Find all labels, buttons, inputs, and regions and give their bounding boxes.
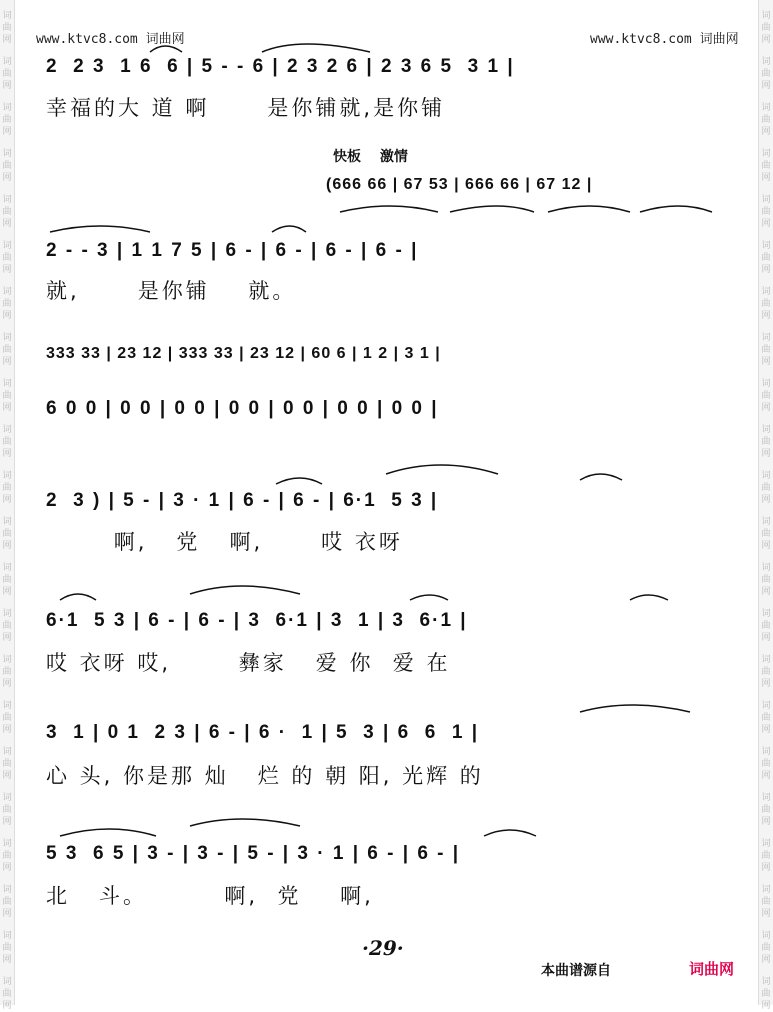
side-watermark-text: 词曲网	[2, 57, 12, 91]
source-label: 本曲谱源自	[541, 963, 611, 979]
lyrics-line-2: 就, 是你铺 就。	[46, 279, 297, 303]
side-watermark-text: 词曲网	[761, 149, 771, 183]
side-watermark-text: 词曲网	[761, 747, 771, 781]
lyrics-line-7: 北 斗。 啊, 党 啊,	[46, 884, 374, 908]
side-watermark-text: 词曲网	[2, 885, 12, 919]
side-watermark-text: 词曲网	[2, 471, 12, 505]
side-watermark-text: 词曲网	[2, 977, 12, 1011]
slur-mark	[450, 206, 534, 212]
slur-mark	[484, 830, 536, 836]
slur-mark	[276, 478, 322, 484]
side-watermark-text: 词曲网	[761, 517, 771, 551]
slur-mark	[580, 705, 690, 712]
slur-mark	[640, 206, 712, 212]
tempo-mood: 激情	[379, 149, 408, 165]
side-watermark-text: 词曲网	[2, 655, 12, 689]
site-logo: 词曲网	[689, 960, 735, 978]
lyrics-line-6: 心 头, 你是那 灿 烂 的 朝 阳, 光辉 的	[46, 764, 484, 788]
side-watermark-text: 词曲网	[761, 471, 771, 505]
slur-mark	[386, 465, 498, 474]
side-watermark-text: 词曲网	[2, 425, 12, 459]
notation-line-1: 2 2 3 1 6 6 | 5 - - 6 | 2 3 2 6 | 2 3 6 5 3 1 |	[46, 56, 515, 77]
side-watermark-text: 词曲网	[2, 931, 12, 965]
slur-mark	[50, 226, 150, 232]
lyrics-line-5: 哎 衣呀 哎, 彝家 爱 你 爱 在	[46, 651, 451, 675]
side-watermark-text: 词曲网	[761, 839, 771, 873]
slur-mark	[60, 594, 96, 600]
slur-mark	[190, 819, 300, 826]
side-watermark-text: 词曲网	[761, 379, 771, 413]
slur-mark	[60, 829, 156, 836]
side-watermark-text: 词曲网	[761, 241, 771, 275]
side-watermark-text: 词曲网	[761, 977, 771, 1011]
side-watermark-text: 词曲网	[2, 195, 12, 229]
side-watermark-text: 词曲网	[761, 195, 771, 229]
slur-mark	[190, 586, 300, 594]
side-watermark-text: 词曲网	[761, 563, 771, 597]
side-watermark-text: 词曲网	[761, 931, 771, 965]
side-watermark-text: 词曲网	[761, 425, 771, 459]
side-watermark-text: 词曲网	[2, 839, 12, 873]
slur-mark	[272, 226, 306, 232]
side-watermark-text: 词曲网	[761, 701, 771, 735]
side-watermark-text: 词曲网	[2, 609, 12, 643]
side-watermark-text: 词曲网	[761, 103, 771, 137]
side-watermark-text: 词曲网	[2, 149, 12, 183]
accompaniment-line-3: 333 33 | 23 12 | 333 33 | 23 12 | 60 6 | 1 2 | 3 1 |	[46, 345, 441, 362]
side-watermark-text: 词曲网	[2, 793, 12, 827]
notation-line-4: 2 3 ) | 5 - | 3 · 1 | 6 - | 6 - | 6·1 5 3 |	[46, 490, 439, 511]
side-watermark-text: 词曲网	[761, 333, 771, 367]
side-watermark-text: 词曲网	[2, 747, 12, 781]
watermark-url: www.ktvc8.com	[590, 32, 692, 47]
notation-line-7: 5 3 6 5 | 3 - | 3 - | 5 - | 3 · 1 | 6 - | 6 - |	[46, 843, 461, 864]
watermark-url: www.ktvc8.com	[36, 32, 138, 47]
side-watermark-text: 词曲网	[2, 11, 12, 45]
notation-line-5: 6·1 5 3 | 6 - | 6 - | 3 6·1 | 3 1 | 3 6·1 |	[46, 610, 468, 631]
lyrics-line-4: 啊, 党 啊, 哎 衣呀	[46, 530, 403, 554]
side-watermark-text: 词曲网	[2, 333, 12, 367]
lyrics-line-1: 幸福的大 道 啊 是你铺就,是你铺	[46, 96, 446, 120]
notation-line-3: 6 0 0 | 0 0 | 0 0 | 0 0 | 0 0 | 0 0 | 0 0 |	[46, 398, 439, 419]
side-watermark-text: 词曲网	[761, 655, 771, 689]
notation-line-6: 3 1 | 0 1 2 3 | 6 - | 6 · 1 | 5 3 | 6 6 1 |	[46, 722, 480, 743]
side-watermark-text: 词曲网	[761, 609, 771, 643]
watermark-site-name: 词曲网	[145, 32, 185, 47]
slur-mark	[340, 206, 438, 212]
slur-mark	[262, 44, 370, 52]
side-watermark-text: 词曲网	[761, 57, 771, 91]
side-watermark-text: 词曲网	[2, 103, 12, 137]
watermark-site-name: 词曲网	[699, 32, 739, 47]
slur-mark	[410, 595, 448, 600]
slur-mark	[150, 46, 182, 52]
side-watermark-text: 词曲网	[2, 287, 12, 321]
tempo-speed: 快板	[333, 149, 361, 165]
side-watermark-text: 词曲网	[761, 287, 771, 321]
side-watermark-text: 词曲网	[761, 793, 771, 827]
side-watermark-text: 词曲网	[761, 885, 771, 919]
side-watermark-text: 词曲网	[2, 241, 12, 275]
side-watermark-text: 词曲网	[761, 11, 771, 45]
slur-mark	[548, 206, 630, 212]
page-number: ·29·	[362, 936, 404, 960]
side-watermark-text: 词曲网	[2, 701, 12, 735]
slur-mark	[580, 474, 622, 480]
side-watermark-text: 词曲网	[2, 517, 12, 551]
slur-mark	[630, 595, 668, 600]
accompaniment-line-2: (666 66 | 67 53 | 666 66 | 67 12 |	[326, 176, 593, 193]
side-watermark-text: 词曲网	[2, 379, 12, 413]
notation-line-2: 2 - - 3 | 1 1 7 5 | 6 - | 6 - | 6 - | 6 - |	[46, 240, 419, 261]
side-watermark-text: 词曲网	[2, 563, 12, 597]
